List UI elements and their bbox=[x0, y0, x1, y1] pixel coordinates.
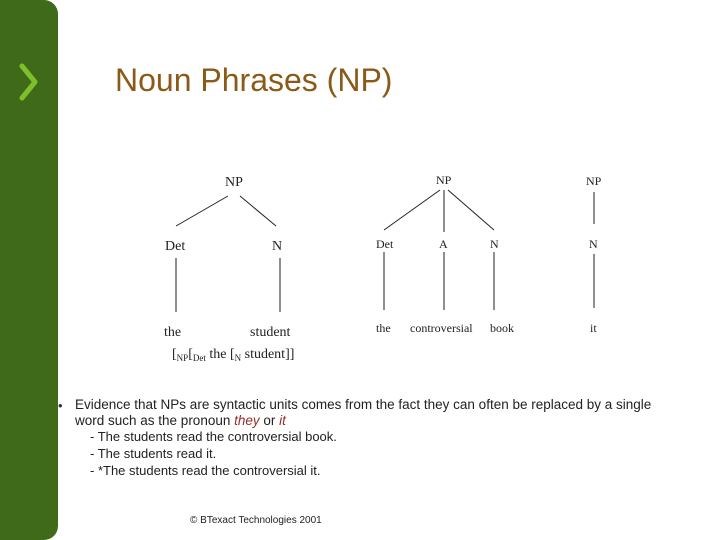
footer-copyright: © BTexact Technologies 2001 bbox=[190, 515, 322, 526]
bullet-marker: • bbox=[58, 398, 63, 413]
tree3-word-it: it bbox=[590, 321, 597, 335]
tree2-word-book: book bbox=[490, 321, 514, 335]
tree2-a: A bbox=[439, 237, 448, 251]
bracket-notation: [$_{NP}[_{Det}$ the [$_N$ student]] bbox=[172, 347, 295, 363]
example-line-3: - *The students read the controversial it. bbox=[90, 463, 321, 478]
tree1-word-student: student bbox=[250, 325, 291, 340]
tree2-root: NP bbox=[436, 173, 452, 187]
tree2-n: N bbox=[490, 237, 499, 251]
tree-1 bbox=[164, 175, 291, 340]
tree-3 bbox=[586, 174, 602, 335]
slide-title: Noun Phrases (NP) bbox=[115, 62, 393, 98]
tree3-n: N bbox=[589, 237, 598, 251]
tree1-word-the: the bbox=[164, 325, 182, 340]
tree1-det: Det bbox=[165, 239, 186, 254]
emphasis-it: it bbox=[279, 413, 286, 428]
tree2-word-the: the bbox=[376, 321, 391, 335]
tree1-root: NP bbox=[225, 175, 243, 190]
example-line-2: - The students read it. bbox=[90, 446, 217, 461]
tree3-root: NP bbox=[586, 174, 602, 188]
emphasis-they: they bbox=[234, 413, 260, 428]
example-line-1: - The students read the controversial book. bbox=[90, 429, 337, 444]
tree2-word-controversial: controversial bbox=[410, 321, 473, 335]
evidence-paragraph: Evidence that NPs are syntactic units comes from the fact they can often be replaced by a single word such as the pronoun they or it bbox=[75, 397, 652, 428]
tree2-det: Det bbox=[376, 237, 394, 251]
tree-2 bbox=[376, 173, 514, 335]
tree1-n: N bbox=[272, 239, 283, 254]
